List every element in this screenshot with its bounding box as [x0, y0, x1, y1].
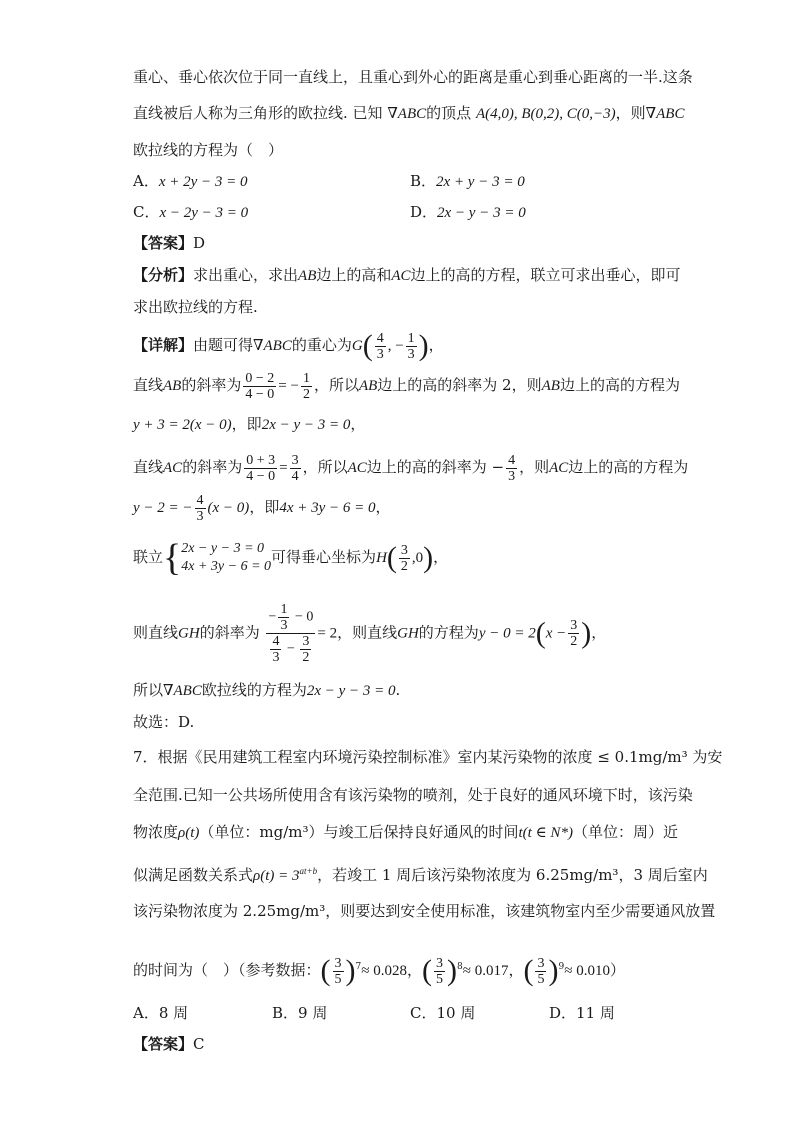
option-c [133, 202, 248, 223]
point-h: H [376, 550, 387, 566]
detail-line-slope-ac: 直线AC的斜率为 $\frac{0 + 3}{4 - 0}$ = $\frac{3}{4}$ ，所以AC边上的高的斜率为 − $\frac{4}{3}$ ，则AC边上的高的方程为 [133, 452, 689, 484]
text: 由题可得 [193, 336, 254, 354]
equation: 2x − y − 3 = 0 [261, 417, 351, 433]
q6-text-line-2 [133, 103, 684, 124]
answer-tag: 【答案】 [133, 1035, 194, 1053]
fraction: $\frac{1}{3}$ [407, 330, 415, 362]
compound-fraction: − $\frac{1}{3}$ − 0 $\frac{4}{3}$ − $\frac{3}{2}$ [266, 602, 315, 665]
rho-formula: ρ(t) = 3 [253, 868, 300, 884]
fraction: $\frac{4}{3}$ [508, 452, 516, 484]
option-equation: 2x − y − 3 = 0 [437, 205, 526, 221]
text: ，则 [615, 104, 646, 122]
answer-tag: 【答案】 [133, 234, 194, 252]
point-g: G [351, 338, 363, 354]
text: 重心、垂心依次位于同一直线上，且重心到外心的距离是重心到垂心距离的一半.这条 [133, 68, 693, 86]
q7-text-line-1: 7．根据《民用建筑工程室内环境污染控制标准》室内某污染物的浓度 ≤ 0.1mg/m³ 为安 [133, 748, 723, 766]
option-equation: x − 2y − 3 = 0 [159, 205, 249, 221]
q7-text-line-3: 物浓度ρ(t)（单位：mg/m³）与竣工后保持良好通风的时间t(t ∈ N*)（单位：周）近 [133, 823, 678, 841]
fraction: $\frac{3}{2}$ [400, 542, 408, 574]
exponent: at+b [299, 866, 318, 876]
detail-line-conclusion: 所以∇ABC欧拉线的方程为2x − y − 3 = 0. [133, 681, 401, 699]
triangle-abc: ∇ABC [387, 106, 427, 122]
fraction: $\frac{4}{3}$ [376, 330, 384, 362]
q7-text-line-4: 似满足函数关系式$\rho(t) = 3^{at+b}$，若竣工 1 周后该污染物浓度为 6.25mg/m³，3 周后室内 [133, 866, 708, 884]
segment-ab: AB [298, 268, 317, 284]
equation: y + 3 = 2(x − 0) [133, 417, 232, 433]
q7-text-line-2: 全范围.已知一公共场所使用含有该污染物的喷剂，处于良好的通风环境下时，该污染 [133, 786, 693, 804]
equation: 4x + 3y − 6 = 0 [279, 500, 376, 516]
q7-option-b: B．9 周 [272, 1004, 328, 1022]
fraction: $\frac{0 + 3}{4 - 0}$ [246, 452, 276, 484]
option-label: C． [133, 203, 160, 221]
segment-gh: GH [178, 625, 200, 642]
equation: 2x − y − 3 = 0 [306, 683, 396, 699]
q6-text-line-1 [133, 67, 693, 87]
text: 的斜率为 [181, 376, 242, 394]
answer-line [133, 233, 205, 253]
option-label: B． [410, 172, 437, 190]
fraction: $\frac{0 - 2}{4 - 0}$ [245, 370, 275, 402]
triangle-abc: ∇ABC [253, 338, 292, 354]
triangle-abc: ∇ABC [163, 683, 202, 699]
triangle-abc: ∇ABC [645, 106, 685, 122]
option-d [410, 202, 526, 223]
time-variable: t(t ∈ N*) [518, 825, 573, 841]
detail-line-choice: 故选：D. [133, 713, 195, 731]
fraction: $\frac{3}{2}$ [570, 618, 578, 649]
text: 的顶点 [426, 104, 472, 122]
q7-answer-line [133, 1034, 205, 1054]
q6-text-line-3 [133, 140, 283, 160]
detail-tag: 【详解】 [133, 336, 194, 354]
fraction: $\frac{3}{4}$ [291, 452, 299, 484]
rho-function: ρ(t) [178, 825, 200, 841]
option-b [410, 171, 525, 192]
text: 边上的高和 [316, 266, 392, 284]
option-a [133, 171, 248, 192]
detail-line-altitude-ab: y + 3 = 2(x − 0)，即2x − y − 3 = 0， [133, 415, 366, 433]
q7-text-line-6: 的时间为（ ）（参考数据：( $\frac{3}{5}$ )$^7$≈ 0.028，( $\frac{3}{5}$ )$^8$≈ 0.017，( $\frac{3}{5}$ )$^9$≈ 0.010） [133, 954, 625, 987]
answer-value: D [193, 234, 206, 252]
equation: y − 0 = 2 [478, 625, 536, 642]
segment-ac: AC [163, 460, 183, 476]
q7-option-c: C．10 周 [410, 1004, 476, 1022]
vertex-coordinates: A(4,0), B(0,2), C(0,−3) [475, 106, 616, 122]
option-label: A． [133, 172, 159, 190]
q7-option-d: D．11 周 [549, 1004, 615, 1022]
detail-line-altitude-ac: y − 2 = − $\frac{4}{3}$ (x − 0)，即4x + 3y − 6 = 0， [133, 492, 391, 524]
q7-text-line-5: 该污染物浓度为 2.25mg/m³，则要达到安全使用标准，该建筑物室内至少需要通风放置 [133, 902, 716, 920]
option-label: D． [410, 203, 438, 221]
text: 求出欧拉线的方程. [133, 298, 258, 316]
text: 直线被后人称为三角形的欧拉线. 已知 [133, 104, 383, 122]
option-equation: x + 2y − 3 = 0 [158, 174, 248, 190]
text: 边上的高的方程，联立可求出垂心，即可 [410, 266, 681, 284]
answer-value: C [193, 1035, 205, 1053]
detail-line-system: 联立{ 2x − y − 3 = 0 4x + 3y − 6 = 0 可得垂心坐标为H( $\frac{3}{2}$ ,0)， [133, 537, 449, 579]
text: 的重心为 [291, 336, 352, 354]
option-equation: 2x + y − 3 = 0 [436, 174, 525, 190]
equation-system: 2x − y − 3 = 0 4x + 3y − 6 = 0 [181, 541, 272, 574]
detail-line-centroid: 【详解】由题可得∇ABC的重心为G( $\frac{4}{3}$ , − $\frac{1}{3}$ )， [133, 329, 444, 362]
fraction: $\frac{4}{3}$ [196, 492, 204, 524]
equation: y − 2 = − [133, 500, 193, 516]
text: 求出重心，求出 [193, 266, 299, 284]
text: 直线 [133, 376, 164, 394]
analysis-line-2 [133, 297, 258, 317]
segment-ac: AC [391, 268, 411, 284]
question-stem-end: 欧拉线的方程为（ ） [133, 141, 284, 159]
analysis-line-1 [133, 265, 681, 286]
analysis-tag: 【分析】 [133, 266, 194, 284]
q7-option-a: A．8 周 [133, 1004, 189, 1022]
fraction: $\frac{1}{2}$ [302, 370, 310, 402]
segment-ab: AB [163, 378, 182, 394]
detail-line-slope-ab: 直线AB的斜率为 $\frac{0 - 2}{4 - 0}$ = − $\frac{1}{2}$ ，所以AB边上的高的斜率为 2，则AB边上的高的方程为 [133, 370, 680, 402]
detail-line-slope-gh: 则直线GH的斜率为 − $\frac{1}{3}$ − 0 $\frac{4}{3}$ − $\frac{3}{2}$ = 2，则直线GH的方程为y − 0 = 2(x − $\frac{3}{2}$ )， [133, 602, 607, 665]
